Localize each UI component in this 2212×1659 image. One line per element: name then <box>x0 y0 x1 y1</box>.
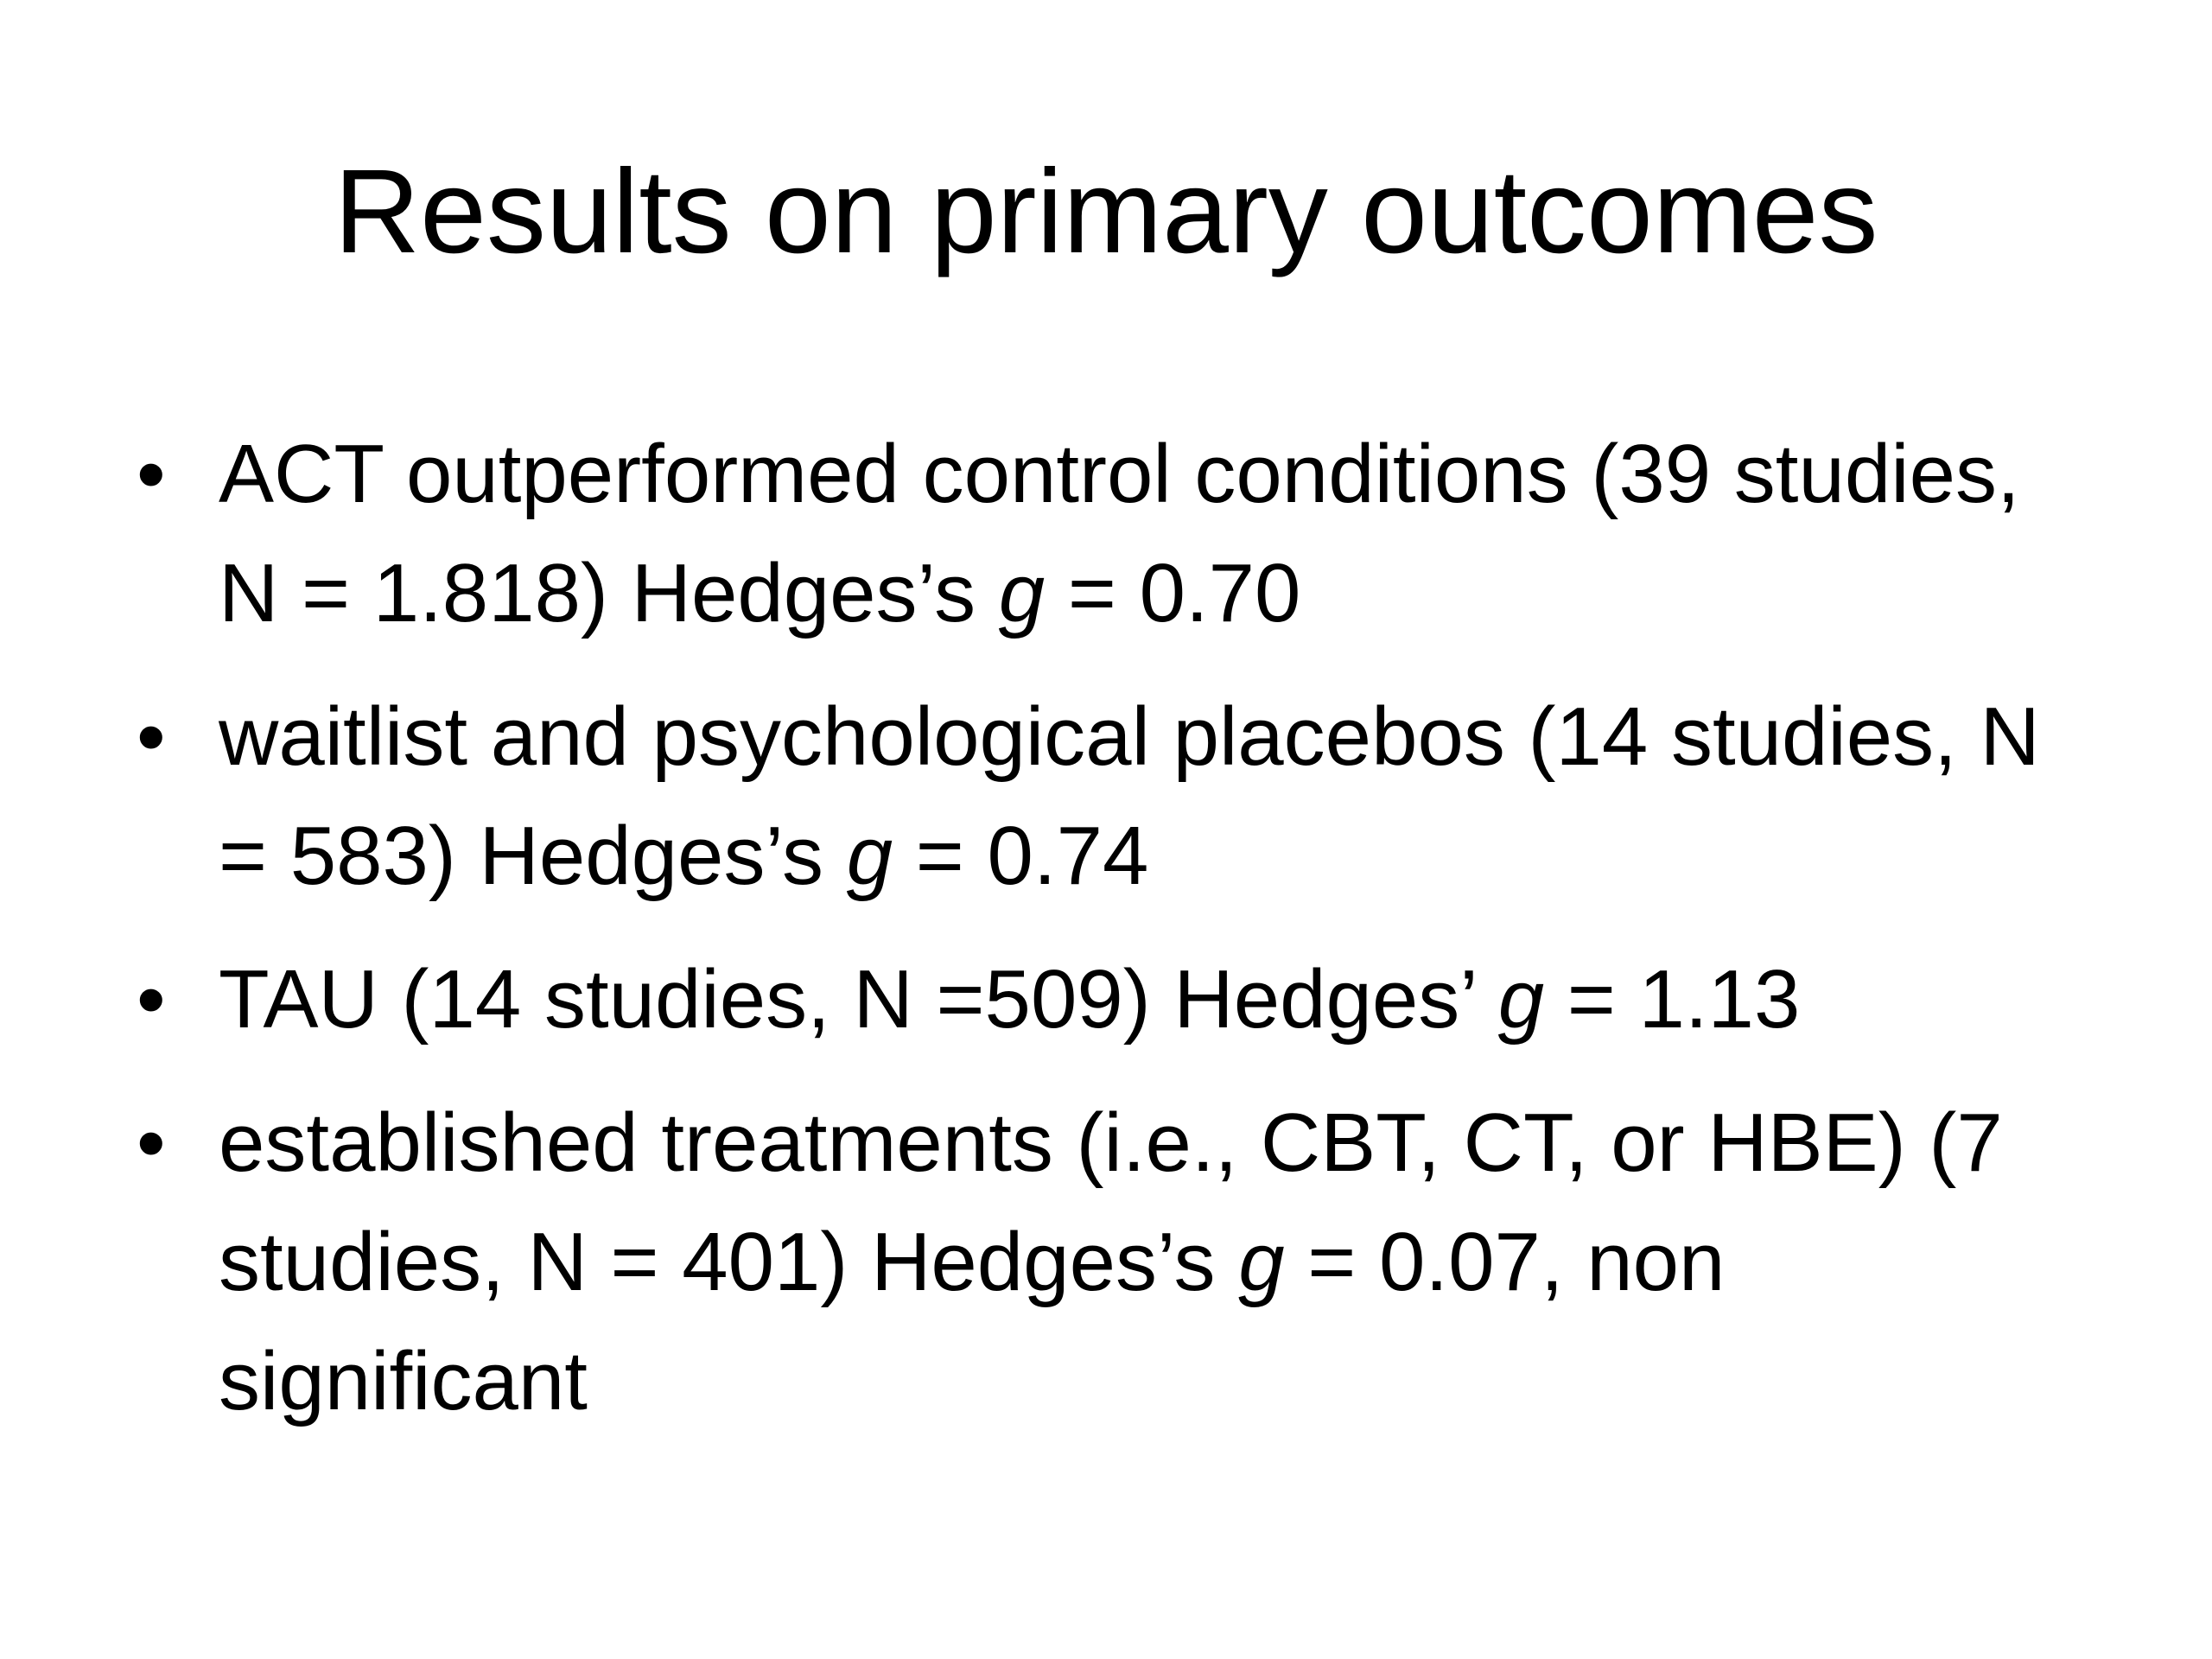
bullet-dot-icon: • <box>137 1096 166 1189</box>
bullet-text-start: ACT outperformed control conditions (39 studies, N = 1.818) Hedges’s <box>219 428 2020 639</box>
bullet-text-start: TAU (14 studies, N =509) Hedges’ <box>219 953 1498 1046</box>
hedges-g-symbol: g <box>1497 953 1545 1046</box>
slide-title: Results on primary outcomes <box>334 145 1878 278</box>
bullet-item-waitlist-placebo <box>130 677 2100 916</box>
bullet-dot-icon: • <box>137 690 166 783</box>
bullet-text-start: waitlist and psychological placebos (14 studies, N = 583) Hedges’s <box>219 690 2040 902</box>
bullet-text-start: established treatments (i.e., CBT, CT, or HBE) (7 studies, N = 401) Hedges’s <box>219 1096 2003 1308</box>
bullet-text-end: = 1.13 <box>1544 953 1801 1046</box>
hedges-g-symbol: g <box>998 547 1046 639</box>
bullet-item-tau <box>130 940 2100 1059</box>
bullet-dot-icon: • <box>137 953 166 1046</box>
bullet-text-end: = 0.07, non significant <box>219 1216 1726 1427</box>
bullet-list <box>130 415 2100 1465</box>
hedges-g-symbol: g <box>846 810 893 902</box>
bullet-item-established-treatments <box>130 1084 2100 1441</box>
hedges-g-symbol: g <box>1238 1216 1285 1308</box>
bullet-text-end: = 0.70 <box>1045 547 1301 639</box>
bullet-dot-icon: • <box>137 428 166 520</box>
bullet-item-act-vs-control <box>130 415 2100 653</box>
bullet-text-end: = 0.74 <box>893 810 1149 902</box>
